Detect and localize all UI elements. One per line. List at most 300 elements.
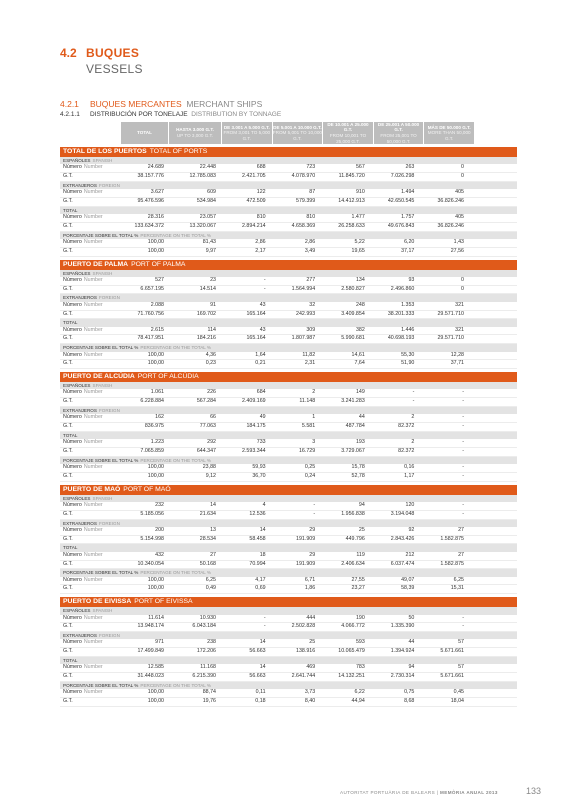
- row-label-es: Número: [63, 501, 82, 508]
- subheading-merchant-ships: [60, 99, 262, 109]
- row-label-es: G.T.: [63, 173, 73, 180]
- header-blank-cell: [60, 122, 120, 144]
- table-cell: 14.514: [199, 285, 216, 292]
- table-cell: 29.571.710: [437, 310, 464, 317]
- table-cell: 242.993: [296, 310, 316, 317]
- row-label-en: Number: [83, 614, 103, 621]
- table-cell: 36.826.246: [437, 197, 464, 204]
- table-cell: 2.088: [150, 301, 164, 308]
- row-label-en: Number: [83, 439, 103, 446]
- table-cell: 4,36: [205, 351, 216, 358]
- table-cell: 0,45: [453, 689, 464, 696]
- table-cell: 1,17: [404, 472, 415, 479]
- table-cell: 23: [210, 276, 216, 283]
- table-cell: 6.037.474: [390, 560, 415, 567]
- table-cell: 0,49: [205, 585, 216, 592]
- table-row: [60, 173, 517, 182]
- table-cell: 226: [207, 389, 216, 396]
- table-cell: 0,25: [304, 464, 316, 471]
- table-cell: 232: [155, 501, 164, 508]
- table-cell: 169.702: [196, 310, 216, 317]
- group-label: EXTRANJEROS: [63, 408, 97, 414]
- row-label-es: Número: [63, 214, 82, 221]
- table-row: [60, 414, 517, 423]
- group-header: [60, 569, 517, 576]
- row-label: [60, 623, 120, 631]
- table-cell: 10.065.479: [338, 648, 365, 655]
- row-label-en: Number: [83, 238, 103, 245]
- table-cell: -: [462, 510, 464, 517]
- table-cell: 5,22: [354, 238, 365, 245]
- column-header-es: DE 5.001 A 10.000 G.T.: [273, 124, 322, 130]
- group-header: [60, 232, 517, 239]
- port-section-title-en: PORT OF EIVISSA: [134, 598, 193, 606]
- table-cell: 21.634: [199, 510, 216, 517]
- table-cell: 100,00: [147, 464, 164, 471]
- table-cell: 593: [355, 639, 365, 646]
- table-cell: 191.909: [296, 560, 316, 567]
- table-cell: 36.826.246: [437, 222, 464, 229]
- table-cell: 321: [455, 301, 464, 308]
- table-cell: -: [412, 398, 415, 405]
- row-label: [60, 689, 120, 697]
- table-row: [60, 473, 517, 482]
- subheading2-title-en: DISTRIBUTION BY TONNAGE: [191, 111, 282, 118]
- row-label-es: Número: [63, 351, 82, 358]
- table-cell: 0,75: [404, 689, 415, 696]
- group-header: [60, 544, 517, 551]
- table-cell: 29: [309, 526, 316, 533]
- table-cell: 10.930: [199, 614, 216, 621]
- column-header-en: UP TO 3,000 G.T.: [176, 133, 214, 138]
- table-cell: 6,20: [404, 238, 415, 245]
- table-cell: 6,25: [453, 576, 464, 583]
- table-cell: 50: [408, 614, 415, 621]
- group-label-en: SPANISH: [92, 383, 113, 389]
- row-label-es: Número: [63, 551, 82, 558]
- table-cell: 44,94: [351, 698, 365, 705]
- table-cell: -: [462, 472, 464, 479]
- table-cell: -: [462, 501, 464, 508]
- table-cell: 469: [306, 664, 316, 671]
- table-cell: 36,70: [252, 472, 266, 479]
- row-label-es: Número: [63, 238, 82, 245]
- group-header: [60, 344, 517, 351]
- table-row: [60, 248, 517, 257]
- table-cell: 7.026.298: [390, 173, 415, 180]
- row-label-es: Número: [63, 439, 82, 446]
- table-cell: 12,28: [450, 351, 464, 358]
- section-number: 4.2: [60, 46, 77, 60]
- column-header-en: FROM 10,001 TO 25,000 G.T.: [329, 133, 367, 144]
- row-label-en: Number: [83, 464, 103, 471]
- table-cell: 18,04: [450, 698, 464, 705]
- group-header: [60, 457, 517, 464]
- column-header-es: TOTAL: [137, 130, 152, 136]
- table-cell: 44: [358, 414, 365, 421]
- table-row: [60, 698, 517, 707]
- table-cell: -: [263, 276, 266, 283]
- table-cell: 100,00: [147, 689, 164, 696]
- row-label-es: G.T.: [63, 448, 73, 454]
- table-cell: 1.582.875: [440, 560, 464, 567]
- table-cell: 449.796: [345, 535, 365, 542]
- table-cell: 9,97: [205, 247, 216, 254]
- table-cell: 42.650.545: [387, 197, 415, 204]
- row-label-en: Number: [83, 664, 103, 671]
- table-cell: 28.316: [147, 214, 164, 221]
- group-label-en: FOREIGN: [98, 633, 120, 639]
- table-cell: 4.066.772: [341, 623, 365, 630]
- table-cell: 100,00: [147, 247, 164, 254]
- table-cell: 567: [355, 164, 365, 171]
- table-cell: 49,07: [401, 576, 415, 583]
- group-label: PORCENTAJE SOBRE EL TOTAL %: [63, 345, 139, 351]
- table-cell: 77.063: [199, 423, 216, 430]
- table-cell: 56.663: [249, 648, 266, 655]
- row-label: [60, 423, 120, 431]
- group-header: [60, 495, 517, 502]
- table-cell: 6,71: [304, 576, 316, 583]
- table-cell: 1.477: [351, 214, 365, 221]
- table-row: [60, 398, 517, 407]
- row-label-en: Number: [83, 276, 103, 283]
- row-label-es: G.T.: [63, 222, 73, 229]
- table-cell: 263: [405, 164, 415, 171]
- row-label-es: G.T.: [63, 285, 73, 292]
- table-cell: 165.164: [246, 310, 266, 317]
- table-cell: 26.258.633: [338, 222, 365, 229]
- table-cell: 58.458: [249, 535, 266, 542]
- table-row: [60, 623, 517, 632]
- table-cell: 6,22: [354, 689, 365, 696]
- table-cell: 92: [408, 526, 415, 533]
- row-label: [60, 639, 120, 647]
- table-cell: 6.657.195: [140, 285, 164, 292]
- table-cell: -: [462, 623, 464, 630]
- port-section-title-en: PORT OF ALCÚDIA: [137, 373, 199, 381]
- table-cell: 5.581: [301, 423, 316, 430]
- table-cell: 2.406.634: [341, 560, 365, 567]
- table-cell: 4.078.970: [291, 173, 316, 180]
- table-cell: 43: [259, 301, 266, 308]
- table-cell: 6.043.184: [192, 623, 216, 630]
- table-cell: 1.394.924: [390, 648, 415, 655]
- table-cell: 2,86: [304, 238, 316, 245]
- table-cell: 37,17: [401, 247, 415, 254]
- row-label-es: Número: [63, 464, 82, 471]
- table-cell: 82.372: [398, 448, 415, 454]
- group-label-en: PERCENTAGE ON THE TOTAL %: [140, 570, 212, 576]
- subheading-title: BUQUES MERCANTES: [90, 99, 182, 109]
- table-cell: 57: [458, 664, 464, 671]
- table-cell: 277: [306, 276, 316, 283]
- table-cell: 191.909: [296, 535, 316, 542]
- table-cell: -: [462, 464, 464, 471]
- table-cell: 70.994: [249, 560, 266, 567]
- table-cell: 29: [309, 551, 316, 558]
- row-label-es: G.T.: [63, 310, 73, 317]
- table-cell: 82.372: [398, 423, 415, 430]
- table-cell: 5.671.661: [440, 648, 464, 655]
- group-label: TOTAL: [63, 207, 78, 213]
- port-section-header: [60, 260, 517, 270]
- table-cell: 59,93: [252, 464, 266, 471]
- table-cell: 138.916: [296, 648, 316, 655]
- table-cell: 684: [256, 389, 266, 396]
- table-cell: 783: [355, 664, 365, 671]
- table-cell: 3.729.067: [341, 448, 365, 454]
- group-header: [60, 294, 517, 301]
- row-label-en: Number: [83, 326, 103, 333]
- table-cell: 17.499.849: [137, 648, 164, 655]
- row-label-es: G.T.: [63, 560, 73, 567]
- table-cell: 190: [355, 614, 365, 621]
- table-cell: 8,68: [404, 698, 415, 705]
- table-cell: 100,00: [147, 238, 164, 245]
- row-label-es: G.T.: [63, 335, 73, 342]
- group-header: [60, 207, 517, 214]
- group-label-en: SPANISH: [92, 608, 113, 614]
- table-cell: 43: [259, 326, 266, 333]
- table-cell: 114: [207, 326, 216, 333]
- group-label: EXTRANJEROS: [63, 182, 97, 188]
- table-row: [60, 585, 517, 594]
- table-cell: 44: [408, 639, 415, 646]
- group-label-en: SPANISH: [92, 270, 113, 276]
- column-header-es: DE 10.001 A 25.000 G.T.: [327, 122, 369, 133]
- row-label: [60, 360, 120, 368]
- table-cell: 2.730.314: [390, 673, 415, 680]
- row-label-es: Número: [63, 276, 82, 283]
- group-header: [60, 407, 517, 414]
- table-cell: 1: [312, 414, 316, 421]
- table-cell: 11.614: [148, 614, 164, 621]
- row-label: [60, 561, 120, 569]
- table-cell: 321: [455, 326, 464, 333]
- table-cell: 0: [461, 276, 464, 283]
- table-row: [60, 360, 517, 369]
- group-header: [60, 632, 517, 639]
- table-row: [60, 214, 517, 223]
- table-cell: 212: [405, 551, 415, 558]
- table-cell: 14: [259, 526, 266, 533]
- table-cell: 165.164: [246, 335, 266, 342]
- group-label-en: PERCENTAGE ON THE TOTAL %: [140, 232, 212, 238]
- row-label: [60, 302, 120, 310]
- table-cell: 0,21: [255, 360, 266, 367]
- table-cell: 723: [306, 164, 316, 171]
- table-cell: 23.057: [199, 214, 216, 221]
- table-cell: 3,73: [304, 689, 316, 696]
- table-cell: 40.698.193: [387, 335, 415, 342]
- section-subtitle: VESSELS: [86, 62, 143, 76]
- footer-separator: |: [436, 790, 439, 795]
- table-cell: 23,27: [351, 585, 365, 592]
- row-label-es: G.T.: [63, 398, 73, 405]
- table-row: [60, 464, 517, 473]
- column-header: [322, 122, 373, 144]
- table-cell: -: [462, 414, 464, 421]
- table-cell: 94: [408, 664, 415, 671]
- column-header-es: DE 3.001 A 5.000 G.T.: [223, 124, 270, 130]
- port-section-header: [60, 147, 517, 157]
- column-header: [423, 122, 474, 144]
- table-cell: 2,31: [304, 360, 316, 367]
- table-cell: 2.843.426: [390, 535, 415, 542]
- table-cell: 2.496.860: [390, 285, 415, 292]
- table-cell: 133.634.372: [134, 222, 164, 229]
- table-row: [60, 286, 517, 295]
- table-row: [60, 223, 517, 232]
- column-header-en: MORE THAN 50,000 G.T.: [427, 130, 471, 141]
- table-cell: 23,88: [202, 464, 216, 471]
- table-cell: -: [462, 389, 464, 396]
- table-row: [60, 615, 517, 624]
- group-label: EXTRANJEROS: [63, 633, 97, 639]
- table-cell: 14.132.251: [338, 673, 365, 680]
- table-cell: 405: [455, 189, 464, 196]
- table-cell: 71.760.756: [137, 310, 164, 317]
- table-row: [60, 448, 517, 457]
- row-label-en: Number: [83, 576, 103, 583]
- group-label: TOTAL: [63, 658, 78, 664]
- column-header-en: FROM 25,001 TO 50,000 G.T.: [380, 133, 417, 144]
- table-cell: 49.676.843: [387, 222, 415, 229]
- row-label-es: G.T.: [63, 535, 73, 542]
- group-label: EXTRANJEROS: [63, 295, 97, 301]
- table-cell: 527: [155, 276, 164, 283]
- row-label-es: Número: [63, 664, 82, 671]
- table-cell: 472.509: [246, 197, 266, 204]
- table-cell: 2.421.705: [242, 173, 266, 180]
- row-label-es: G.T.: [63, 698, 73, 705]
- table-cell: 1.757: [401, 214, 415, 221]
- group-label-en: PERCENTAGE ON THE TOTAL %: [140, 345, 212, 351]
- row-label-es: Número: [63, 164, 82, 171]
- port-section-title: PUERTO DE EIVISSA: [63, 598, 132, 606]
- group-header: [60, 520, 517, 527]
- group-label: ESPAÑOLES: [63, 495, 91, 501]
- row-label: [60, 698, 120, 706]
- section-header: [60, 44, 143, 76]
- subheading-title-en: MERCHANT SHIPS: [186, 99, 263, 109]
- table-cell: 579.399: [296, 197, 316, 204]
- table-cell: 0,69: [255, 585, 266, 592]
- row-label-en: Number: [83, 689, 103, 696]
- row-label: [60, 536, 120, 544]
- table-cell: -: [263, 285, 266, 292]
- table-cell: 14.412.913: [338, 197, 365, 204]
- row-label-es: G.T.: [63, 197, 73, 204]
- table-cell: 27: [458, 526, 464, 533]
- table-cell: 13.948.174: [137, 623, 164, 630]
- table-cell: 0,16: [404, 464, 415, 471]
- column-header-es: HASTA 3.000 G.T.: [176, 127, 214, 133]
- table-cell: 12.585: [147, 664, 164, 671]
- group-header: [60, 682, 517, 689]
- table-cell: 7.065.859: [140, 448, 164, 454]
- table-cell: 309: [306, 326, 316, 333]
- row-label-es: Número: [63, 614, 82, 621]
- table-row: [60, 239, 517, 248]
- table-row: [60, 673, 517, 682]
- table-cell: 609: [207, 189, 216, 196]
- table-cell: 120: [405, 501, 415, 508]
- table-cell: 25: [358, 526, 365, 533]
- table-cell: 9,12: [205, 472, 216, 479]
- table-cell: 836.975: [144, 423, 164, 430]
- column-header-es: DE 25.001 A 50.000 G.T.: [377, 122, 420, 133]
- row-label: [60, 615, 120, 623]
- table-cell: 122: [256, 189, 266, 196]
- table-row: [60, 423, 517, 432]
- table-cell: 1.353: [401, 301, 415, 308]
- row-label: [60, 214, 120, 222]
- table-row: [60, 511, 517, 520]
- row-label: [60, 414, 120, 422]
- table-cell: 8,40: [304, 698, 316, 705]
- row-label: [60, 335, 120, 343]
- table-cell: 292: [207, 439, 216, 446]
- tonnage-table: [60, 122, 517, 707]
- table-cell: 12.785.083: [189, 173, 216, 180]
- row-label-en: Number: [83, 189, 103, 196]
- table-cell: 12.536: [249, 510, 266, 517]
- table-cell: 5.990.681: [341, 335, 365, 342]
- row-label-en: Number: [83, 301, 103, 308]
- table-row: [60, 311, 517, 320]
- row-label-es: G.T.: [63, 585, 73, 592]
- row-label: [60, 648, 120, 656]
- table-cell: 1.223: [150, 439, 164, 446]
- column-header-es: MÁS DE 50.000 G.T.: [427, 124, 471, 130]
- port-section-header: [60, 597, 517, 607]
- table-cell: 100,00: [147, 585, 164, 592]
- table-cell: 0: [461, 285, 464, 292]
- group-label-en: PERCENTAGE ON THE TOTAL %: [140, 457, 212, 463]
- table-cell: 567.284: [196, 398, 216, 405]
- group-label: ESPAÑOLES: [63, 383, 91, 389]
- table-cell: 16.729: [298, 448, 316, 454]
- table-cell: 31.448.023: [137, 673, 164, 680]
- row-label-es: Número: [63, 389, 82, 396]
- row-label: [60, 248, 120, 256]
- table-cell: 88,74: [202, 689, 216, 696]
- table-cell: -: [263, 623, 266, 630]
- row-label: [60, 239, 120, 247]
- row-label: [60, 552, 120, 560]
- group-label-en: SPANISH: [92, 495, 113, 501]
- table-cell: 0,23: [205, 360, 216, 367]
- table-cell: 184.175: [246, 423, 266, 430]
- group-label: TOTAL: [63, 432, 78, 438]
- table-row: [60, 352, 517, 361]
- table-cell: 487.784: [345, 423, 365, 430]
- row-label-es: Número: [63, 326, 82, 333]
- row-label: [60, 664, 120, 672]
- table-cell: 56.663: [249, 673, 266, 680]
- table-cell: 1.446: [401, 326, 415, 333]
- group-label: ESPAÑOLES: [63, 608, 91, 614]
- row-label: [60, 173, 120, 181]
- row-label: [60, 464, 120, 472]
- group-label: PORCENTAJE SOBRE EL TOTAL %: [63, 457, 139, 463]
- table-cell: 432: [155, 551, 164, 558]
- table-cell: 11.148: [299, 398, 316, 405]
- row-label-es: Número: [63, 301, 82, 308]
- table-cell: 11.168: [200, 664, 216, 671]
